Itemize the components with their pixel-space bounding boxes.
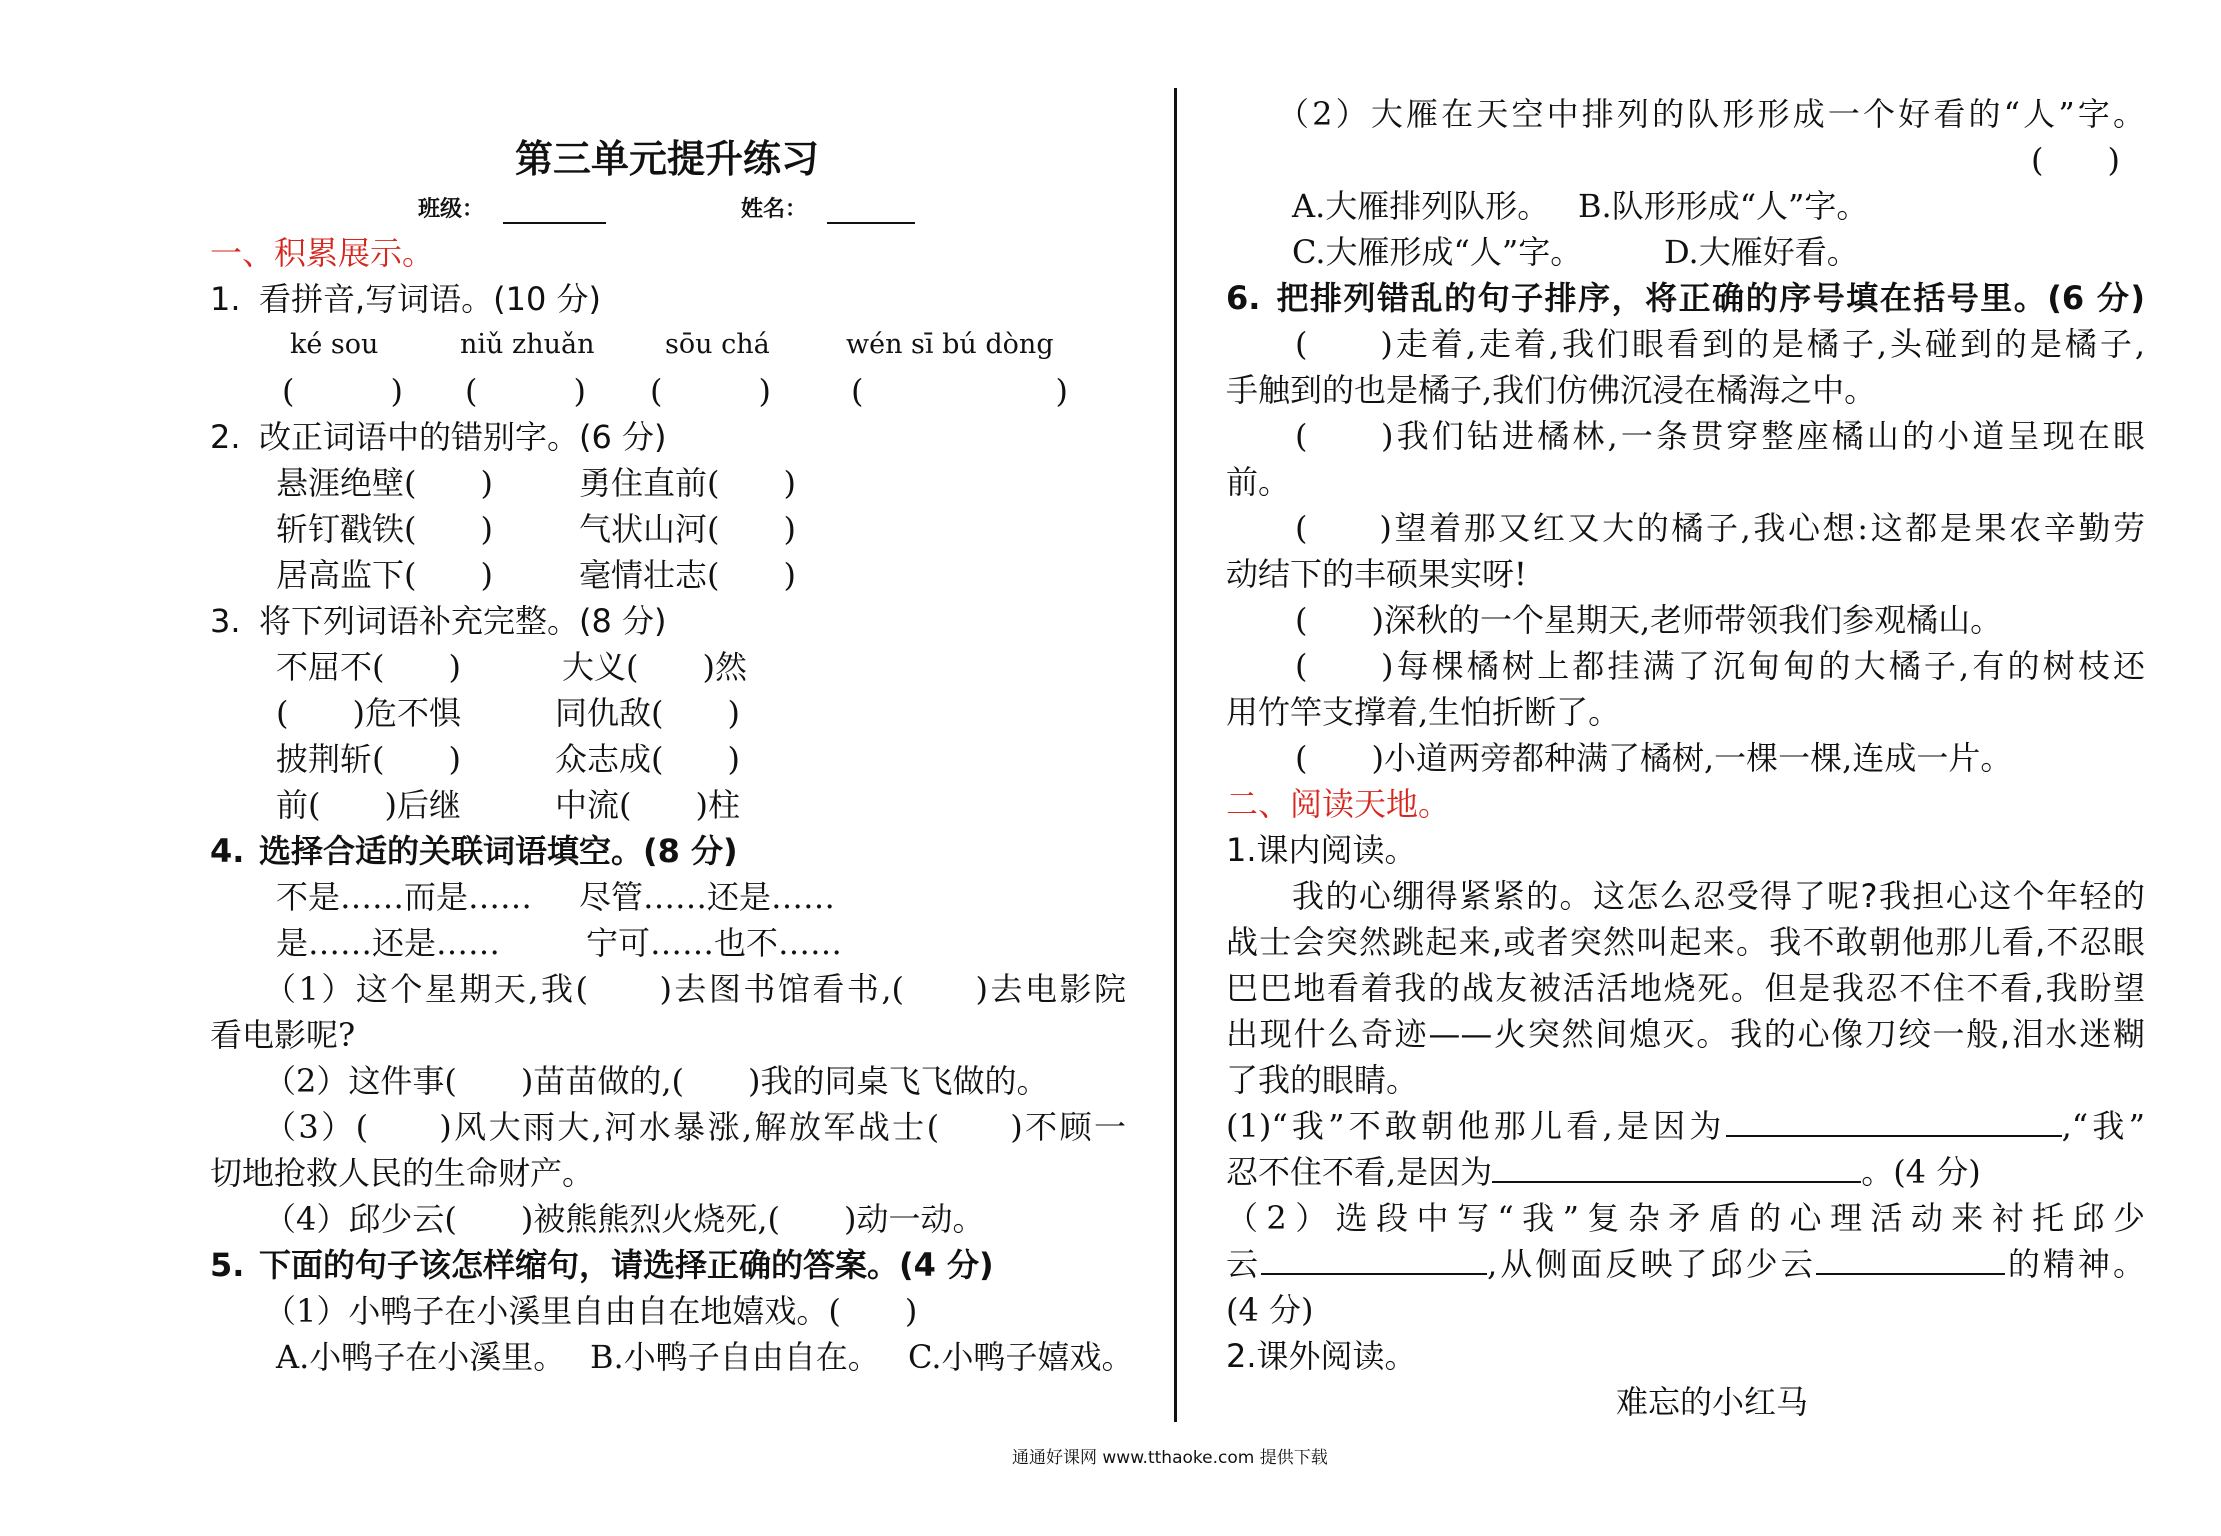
q3-row	[210, 644, 1126, 690]
reading-q2-text: 云	[1226, 1245, 1262, 1283]
reading-q1-text: (1)“我”不敢朝他那儿看,是因为	[1226, 1107, 1726, 1145]
left-column	[210, 230, 1134, 1380]
q3-row	[210, 736, 1126, 782]
reading-q1-text: ,“我”	[2061, 1107, 2145, 1145]
reading-q2-text: 的精神。	[2004, 1245, 2145, 1283]
q5-s2-options-row	[1226, 183, 2145, 229]
q2-item: 悬涯绝壁( )	[276, 464, 493, 502]
reading-q1-line	[1226, 1149, 2145, 1195]
pinyin-item: ké sou	[290, 329, 379, 360]
q6-line: 前。	[1226, 463, 1291, 501]
class-underline	[503, 222, 606, 224]
q6-line: ( )望着那又红又大的橘子,我心想:这都是果农辛勤劳	[1295, 509, 2145, 547]
reading-q1-text: 。(4 分)	[1861, 1153, 1981, 1191]
q5-text: 下面的句子该怎样缩句，请选择正确的答案。(4 分)	[259, 1246, 994, 1284]
q5-s2-question: （2）大雁在天空中排列的队形形成一个好看的“人”字。	[1277, 95, 2145, 133]
q4-line: （1）这个星期天,我( )去图书馆看书,( )去电影院	[264, 970, 1126, 1008]
q2-prompt	[210, 414, 1126, 460]
q6-number: 6.	[1226, 279, 1261, 317]
q6-line: ( )我们钻进橘林,一条贯穿整座橘山的小道呈现在眼	[1295, 417, 2145, 455]
class-label: 班级：	[418, 197, 485, 222]
q4-options-row	[210, 920, 1126, 966]
q3-item: 众志成( )	[555, 740, 740, 778]
part1-heading: 一、积累展示。	[210, 234, 435, 272]
q4-option: 不是……而是……	[276, 878, 533, 916]
q6-line: ( )深秋的一个星期天,老师带领我们参观橘山。	[1295, 601, 2003, 639]
q4-line: （4）邱少云( )被熊熊烈火烧死,( )动一动。	[264, 1200, 985, 1238]
q5-s2-options-row	[1226, 229, 2145, 275]
name-label: 姓名：	[741, 197, 808, 222]
q2-item: 毫情壮志( )	[579, 556, 796, 594]
q4-number: 4.	[210, 832, 245, 870]
q6-text: 把排列错乱的句子排序，将正确的序号填在括号里。(6 分)	[1275, 279, 2145, 317]
q1-pinyin-row	[210, 322, 1126, 368]
q5-s2-blank-row	[1226, 137, 2145, 183]
name-underline	[827, 222, 915, 224]
right-column	[1226, 91, 2145, 1425]
answer-blank: ( )	[465, 372, 586, 410]
q4-line: 看电影呢?	[210, 1016, 356, 1054]
answer-blank: ( )	[2031, 141, 2120, 179]
q1-blank-row	[210, 368, 1126, 414]
q3-item: 前( )后继	[276, 786, 461, 824]
q2-item: 气状山河( )	[579, 510, 796, 548]
q1-text: 看拼音,写词语。(10 分)	[259, 280, 602, 318]
q3-item: 大义( )然	[562, 648, 747, 686]
q6-line: ( )小道两旁都种满了橘树,一棵一棵,连成一片。	[1295, 739, 2013, 777]
passage-line: 巴巴地看着我的战友被活活地烧死。但是我忍不住不看,我盼望	[1226, 969, 2145, 1007]
passage-line: 战士会突然跳起来,或者突然叫起来。我不敢朝他那儿看,不忍眼	[1226, 923, 2145, 961]
q3-number: 3.	[210, 602, 241, 640]
choice-option: C.大雁形成“人”字。	[1292, 233, 1583, 271]
q5-s1-question: （1）小鸭子在小溪里自由自在地嬉戏。( )	[264, 1292, 918, 1330]
pinyin-item: sōu chá	[665, 329, 770, 360]
passage-line: 我的心绷得紧紧的。这怎么忍受得了呢?我担心这个年轻的	[1292, 877, 2145, 915]
choice-option: C.小鸭子嬉戏。	[908, 1338, 1134, 1376]
q2-item: 居高监下( )	[276, 556, 493, 594]
reading-q1-text: 忍不住不看,是因为	[1226, 1153, 1493, 1191]
q3-row	[210, 690, 1126, 736]
choice-option: D.大雁好看。	[1664, 233, 1859, 271]
footer-credit: 通通好课网 www.tthaoke.com 提供下载	[1012, 1448, 1328, 1468]
q2-number: 2.	[210, 418, 241, 456]
passage-line: 了我的眼睛。	[1226, 1061, 1419, 1099]
q3-item: 披荆斩( )	[276, 740, 461, 778]
reading-q2-text: ,从侧面反映了邱少云	[1487, 1245, 1816, 1283]
q4-option: 尽管……还是……	[579, 878, 836, 916]
q4-options-row	[210, 874, 1126, 920]
q4-text: 选择合适的关联词语填空。(8 分)	[259, 832, 738, 870]
q2-row	[210, 506, 1126, 552]
q1-prompt	[210, 276, 1126, 322]
q2-text: 改正词语中的错别字。(6 分)	[259, 418, 667, 456]
q1-number: 1.	[210, 280, 241, 318]
q3-item: 不屈不( )	[276, 648, 461, 686]
q6-line: 手触到的也是橘子,我们仿佛沉浸在橘海之中。	[1226, 371, 1877, 409]
choice-option: A.大雁排列队形。	[1292, 187, 1550, 225]
q5-s1-options-row	[210, 1334, 1134, 1380]
part2-heading: 二、阅读天地。	[1226, 785, 1451, 823]
choice-option: B.小鸭子自由自在。	[590, 1338, 880, 1376]
answer-blank: ( )	[650, 372, 771, 410]
q6-line: ( )每棵橘树上都挂满了沉甸甸的大橘子,有的树枝还	[1295, 647, 2145, 685]
column-divider	[1174, 88, 1177, 1422]
q3-item: ( )危不惧	[276, 694, 461, 732]
q3-item: 同仇敌( )	[555, 694, 740, 732]
q4-line: （3）( )风大雨大,河水暴涨,解放军战士( )不顾一	[264, 1108, 1126, 1146]
answer-blank: ( )	[851, 372, 1068, 410]
q6-prompt	[1226, 275, 2145, 321]
q2-row	[210, 552, 1126, 598]
choice-option: B.队形形成“人”字。	[1578, 187, 1869, 225]
q6-line: 用竹竿支撑着,生怕折断了。	[1226, 693, 1621, 731]
reading-q2-line	[1226, 1241, 2145, 1287]
q4-option: 是……还是……	[276, 924, 501, 962]
choice-option: A.小鸭子在小溪里。	[276, 1338, 566, 1376]
page-title: 第三单元提升练习	[515, 137, 820, 181]
passage-line: 出现什么奇迹——火突然间熄灭。我的心像刀绞一般,泪水迷糊	[1226, 1015, 2145, 1053]
answer-underline	[1492, 1151, 1861, 1183]
q4-line: （2）这件事( )苗苗做的,( )我的同桌飞飞做的。	[264, 1062, 1049, 1100]
q5-number: 5.	[210, 1246, 245, 1284]
q3-item: 中流( )柱	[555, 786, 740, 824]
reading-q2-line: （2）选段中写“我”复杂矛盾的心理活动来衬托邱少	[1226, 1199, 2145, 1237]
q3-prompt	[210, 598, 1126, 644]
q4-prompt	[210, 828, 1126, 874]
q5-prompt	[210, 1242, 1126, 1288]
answer-underline	[1816, 1243, 2005, 1275]
extra-reading-label: 2.课外阅读。	[1226, 1337, 1417, 1375]
q4-option: 宁可……也不……	[586, 924, 843, 962]
answer-underline	[1726, 1105, 2062, 1137]
pinyin-item: wén sī bú dòng	[846, 329, 1054, 360]
in-class-reading-label: 1.课内阅读。	[1226, 831, 1417, 869]
answer-blank: ( )	[282, 372, 403, 410]
answer-underline	[1261, 1243, 1487, 1275]
reading-q2-score: (4 分)	[1226, 1291, 1314, 1329]
q2-item: 勇住直前( )	[579, 464, 796, 502]
reading-q1-line	[1226, 1103, 2145, 1149]
story-title: 难忘的小红马	[1616, 1383, 1809, 1421]
q2-row	[210, 460, 1126, 506]
q6-line: ( )走着,走着,我们眼看到的是橘子,头碰到的是橘子,	[1295, 325, 2145, 363]
q3-text: 将下列词语补充完整。(8 分)	[259, 602, 667, 640]
q3-row	[210, 782, 1126, 828]
q4-line: 切地抢救人民的生命财产。	[210, 1154, 595, 1192]
q2-item: 斩钉戳铁( )	[276, 510, 493, 548]
pinyin-item: niǔ zhuǎn	[460, 329, 595, 360]
q6-line: 动结下的丰硕果实呀!	[1226, 555, 1527, 593]
